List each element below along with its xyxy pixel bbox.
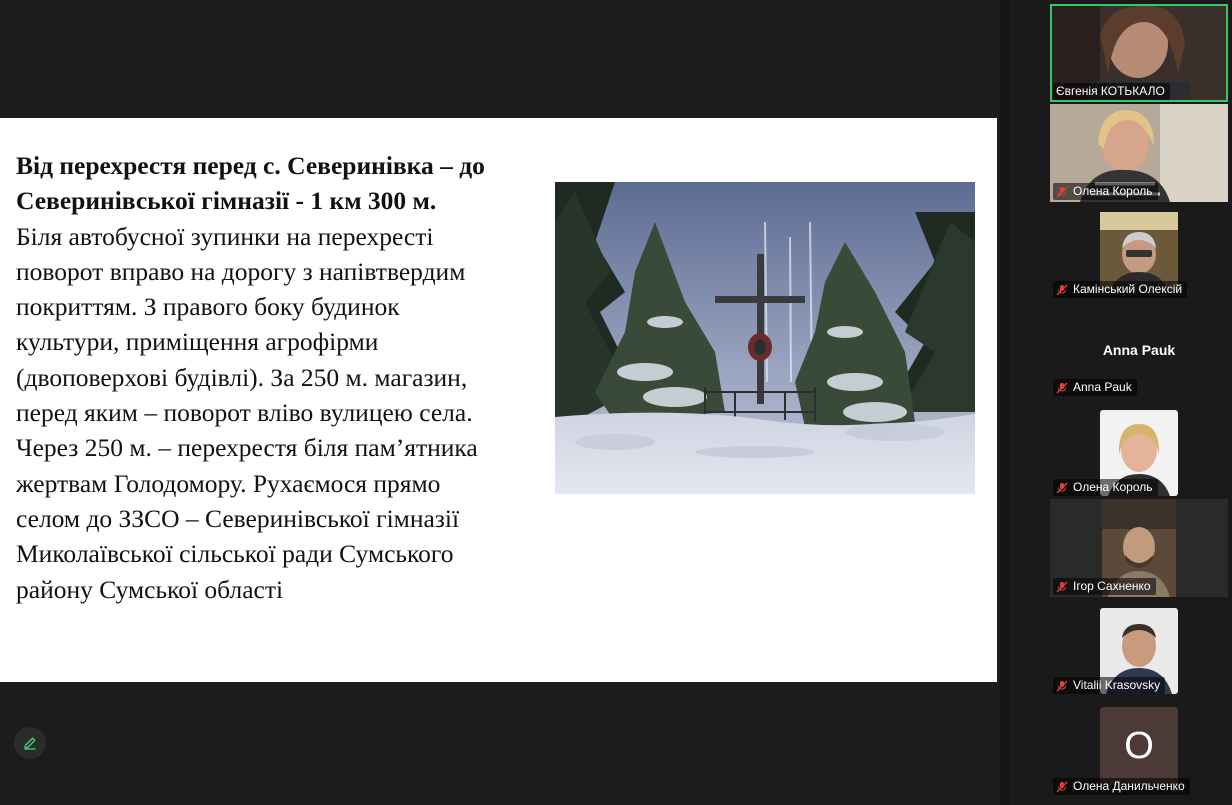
slide-body-line: перед яким – поворот вліво вулицею села. bbox=[16, 398, 473, 428]
slide-heading-line-1: Від перехрестя перед с. Северинівка – до bbox=[16, 151, 485, 180]
muted-mic-icon bbox=[1056, 680, 1068, 692]
participant-tile[interactable] bbox=[1050, 400, 1228, 498]
slide-text bbox=[16, 148, 556, 607]
participant-name-tag bbox=[1053, 778, 1190, 795]
participant-name: Anna Pauk bbox=[1073, 380, 1132, 394]
participant-name-tag bbox=[1053, 479, 1158, 496]
slide-body-line: поворот вправо на дорогу з напівтвердим bbox=[16, 256, 466, 286]
slide-body-line: покриттям. З правого боку будинок bbox=[16, 292, 400, 322]
muted-mic-icon bbox=[1056, 382, 1068, 394]
participant-tile[interactable] bbox=[1050, 697, 1228, 797]
slide-body-line: селом до ЗЗСО – Северинівської гімназії bbox=[16, 503, 460, 533]
memorial-photo bbox=[555, 182, 975, 494]
participant-name: Ігор Сахненко bbox=[1073, 579, 1151, 593]
slide-body-line: району Сумської області bbox=[16, 574, 284, 604]
participant-name: Олена Данильченко bbox=[1073, 779, 1185, 793]
participant-name-tag bbox=[1053, 677, 1165, 694]
participant-video bbox=[1100, 212, 1178, 290]
participant-name-tag bbox=[1053, 281, 1187, 298]
panel-divider[interactable] bbox=[1000, 0, 1010, 805]
slide-body-line: Миколаївської сільської ради Сумського bbox=[16, 539, 454, 569]
participant-name: Олена Король bbox=[1073, 184, 1153, 198]
muted-mic-icon bbox=[1056, 482, 1068, 494]
participant-name: Камінський Олексій bbox=[1073, 282, 1183, 296]
avatar-initial: О bbox=[1124, 724, 1154, 767]
slide-body-line: Біля автобусної зупинки на перехресті bbox=[16, 221, 434, 251]
participant-tile[interactable] bbox=[1050, 204, 1228, 300]
participant-name-tag bbox=[1053, 578, 1156, 595]
participant-name: Євгенія КОТЬКАЛО bbox=[1056, 84, 1165, 98]
participant-name: Олена Король bbox=[1073, 480, 1153, 494]
presentation-slide bbox=[0, 118, 997, 682]
slide-body-line: культури, приміщення агрофірми bbox=[16, 327, 379, 357]
participant-tile[interactable] bbox=[1050, 4, 1228, 102]
muted-mic-icon bbox=[1056, 284, 1068, 296]
slide-body-line: (двоповерхові будівлі). За 250 м. магазин, bbox=[16, 362, 468, 392]
participant-tile[interactable] bbox=[1050, 104, 1228, 202]
participant-name-tag bbox=[1053, 379, 1137, 396]
participant-name: Vitalii Krasovsky bbox=[1073, 678, 1161, 692]
slide-body-line: Через 250 м. – перехрестя біля пам’ятника bbox=[16, 433, 478, 463]
participant-avatar bbox=[1100, 707, 1178, 785]
participants-gallery bbox=[1010, 0, 1232, 805]
pencil-icon bbox=[22, 735, 38, 751]
participant-name-tag bbox=[1053, 83, 1170, 100]
slide-heading-line-2: Северинівської гімназії - 1 км 300 м. bbox=[16, 186, 437, 216]
participant-display-name: Anna Pauk bbox=[1102, 342, 1176, 358]
participant-tile[interactable] bbox=[1050, 499, 1228, 597]
muted-mic-icon bbox=[1056, 186, 1068, 198]
muted-mic-icon bbox=[1056, 781, 1068, 793]
annotate-button[interactable] bbox=[14, 727, 46, 759]
participant-tile[interactable] bbox=[1050, 302, 1228, 398]
participant-tile[interactable] bbox=[1050, 598, 1228, 696]
muted-mic-icon bbox=[1056, 581, 1068, 593]
slide-body-line: жертвам Голодомору. Рухаємося прямо bbox=[16, 468, 441, 498]
participant-name-tag bbox=[1053, 183, 1158, 200]
